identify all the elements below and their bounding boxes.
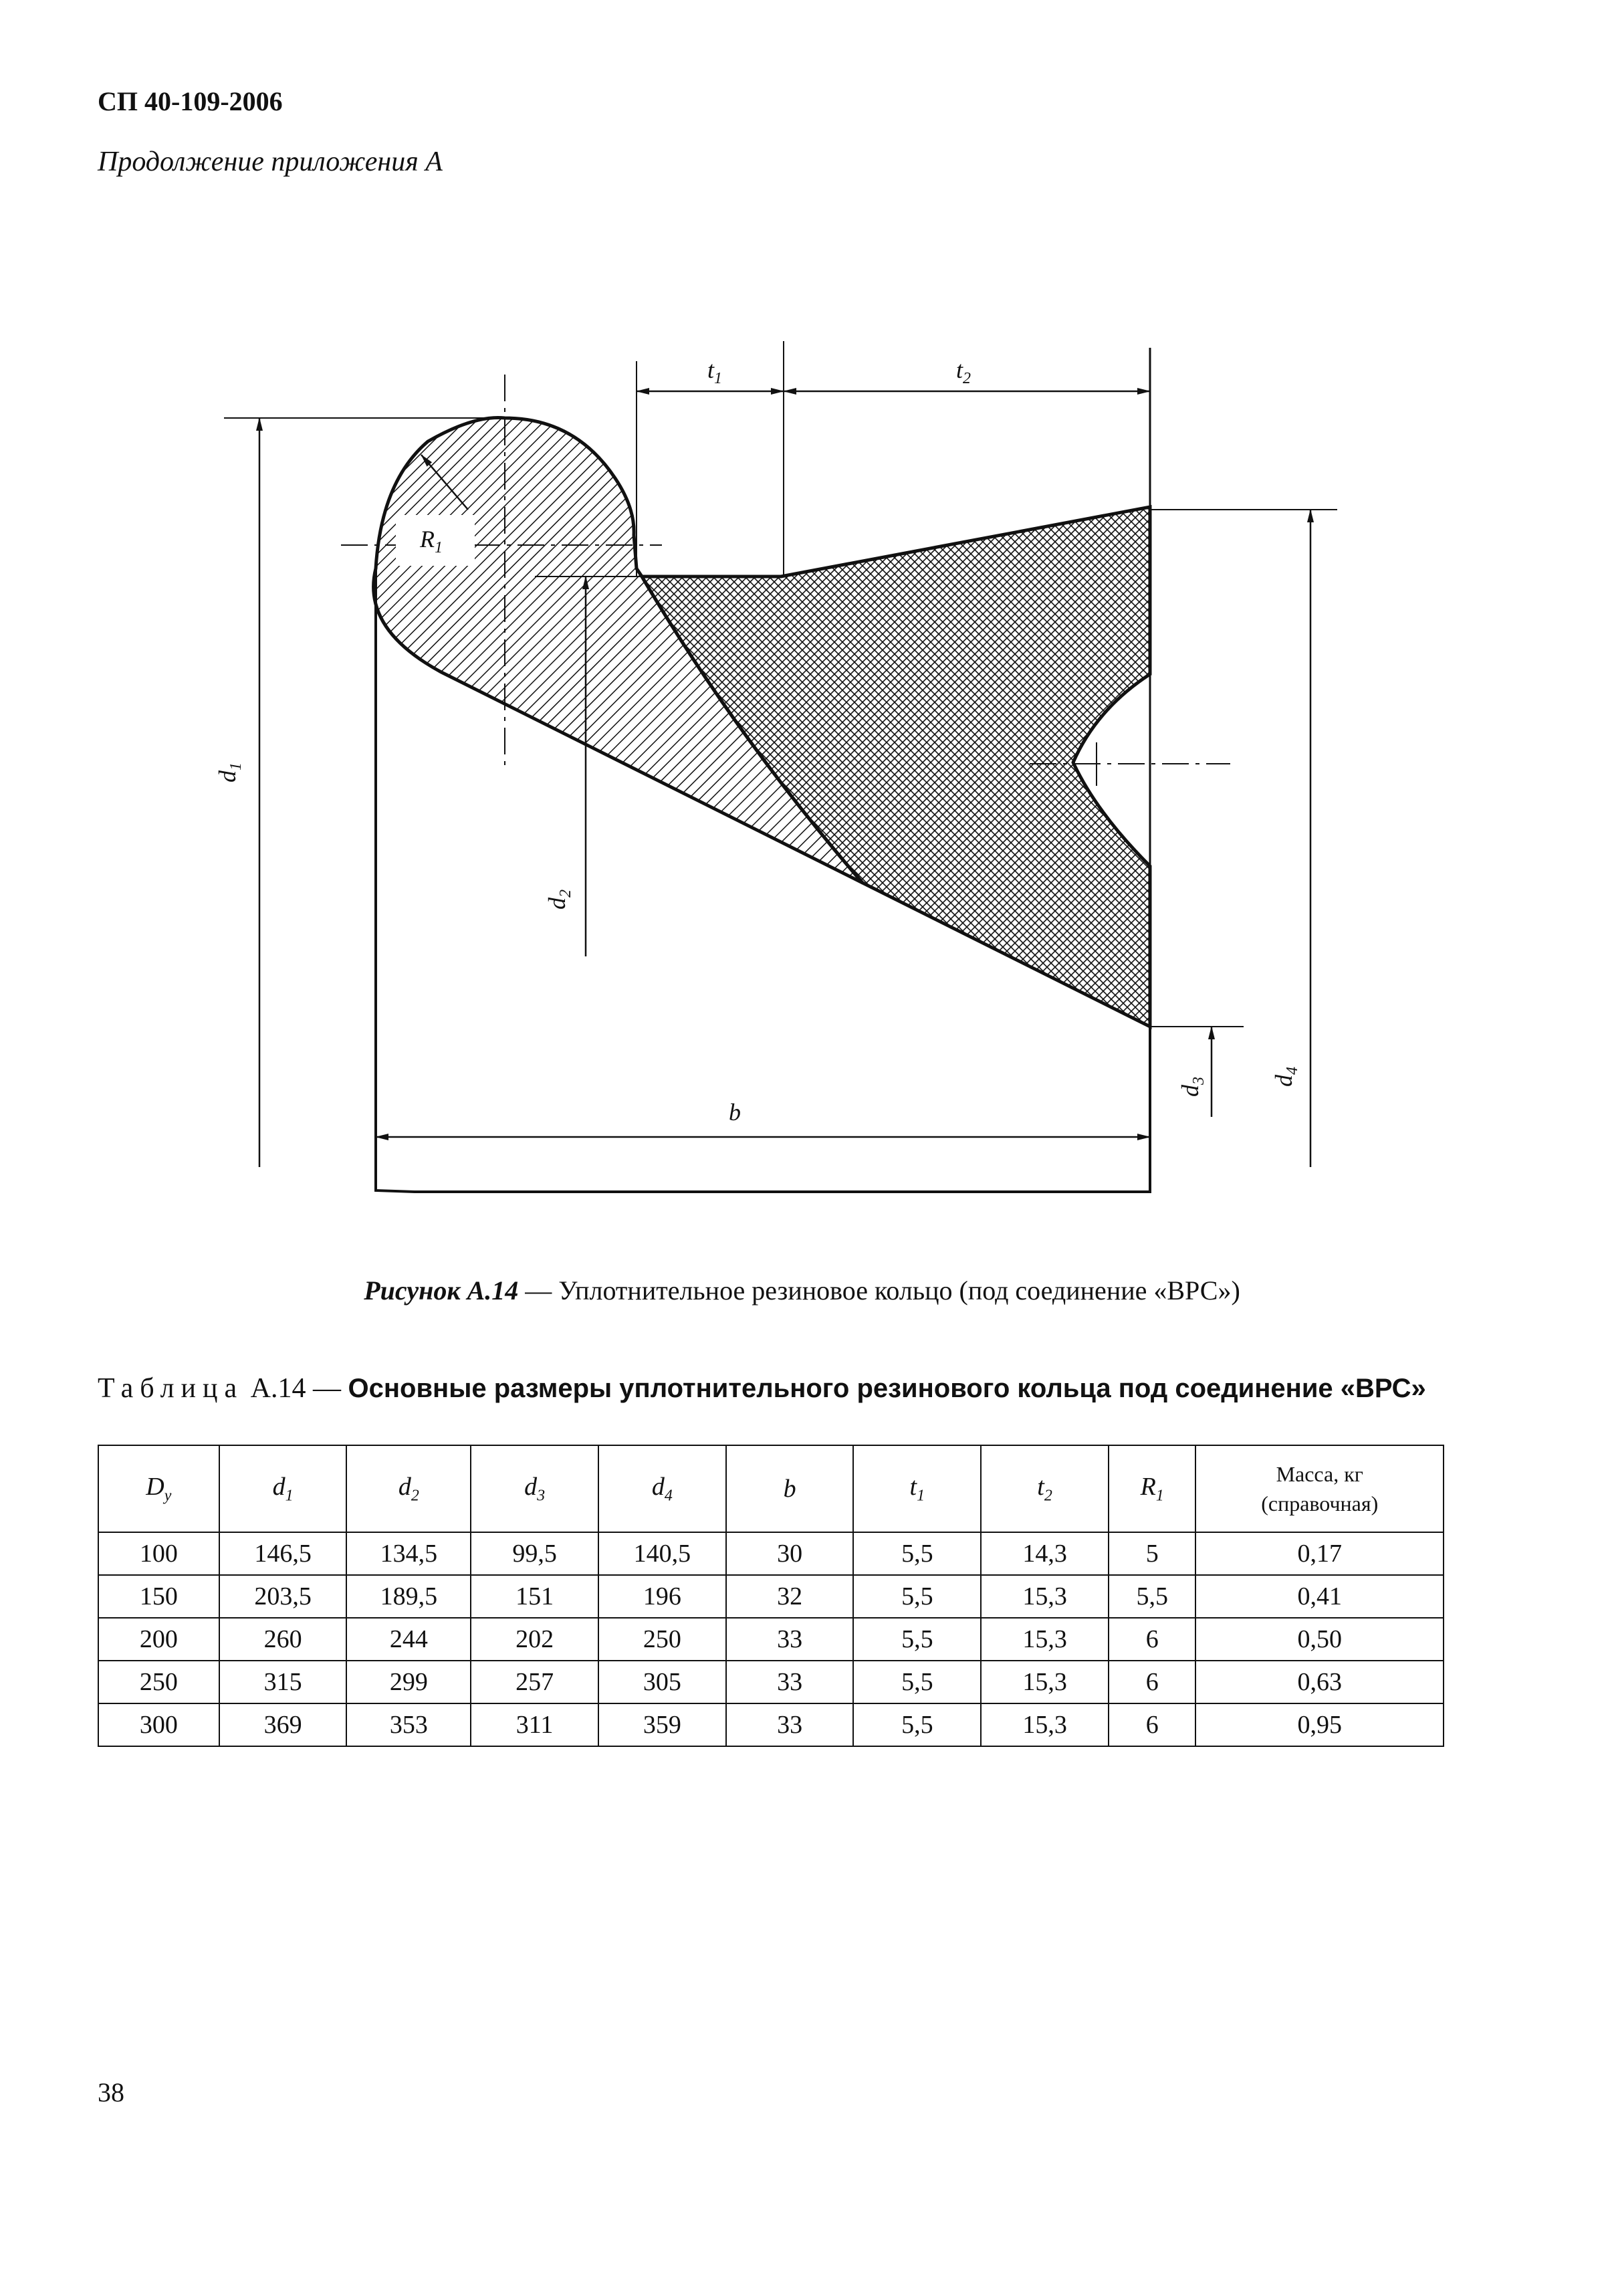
cell-d3: 202 bbox=[471, 1618, 598, 1661]
table-row bbox=[98, 1618, 1444, 1661]
cell-t2: 15,3 bbox=[981, 1575, 1109, 1618]
cell-t1: 5,5 bbox=[853, 1575, 981, 1618]
cell-d2: 134,5 bbox=[346, 1532, 471, 1575]
label-d3: $d_3$ bbox=[1177, 1077, 1208, 1097]
cell-mass: 0,17 bbox=[1195, 1532, 1444, 1575]
cell-r1: 6 bbox=[1109, 1661, 1196, 1703]
cell-t2: 15,3 bbox=[981, 1618, 1109, 1661]
cell-d1: 315 bbox=[219, 1661, 347, 1703]
cell-d4: 140,5 bbox=[598, 1532, 726, 1575]
cell-t2: 15,3 bbox=[981, 1661, 1109, 1703]
table-row bbox=[98, 1661, 1444, 1703]
table-title-number: А.14 — bbox=[243, 1373, 348, 1404]
header-r1: $R_1$ bbox=[1109, 1445, 1196, 1532]
cell-d1: 146,5 bbox=[219, 1532, 347, 1575]
cell-t1: 5,5 bbox=[853, 1661, 981, 1703]
header-d3: $d_3$ bbox=[471, 1445, 598, 1532]
label-d1: $d_1$ bbox=[214, 762, 245, 782]
cell-d2: 353 bbox=[346, 1703, 471, 1746]
header-dy: $D_у$ bbox=[98, 1445, 219, 1532]
cell-d2: 244 bbox=[346, 1618, 471, 1661]
cell-mass: 0,41 bbox=[1195, 1575, 1444, 1618]
cell-t1: 5,5 bbox=[853, 1618, 981, 1661]
cell-mass: 0,63 bbox=[1195, 1661, 1444, 1703]
cell-t1: 5,5 bbox=[853, 1703, 981, 1746]
cell-b: 30 bbox=[726, 1532, 854, 1575]
cell-d1: 203,5 bbox=[219, 1575, 347, 1618]
header-d2: $d_2$ bbox=[346, 1445, 471, 1532]
header-mass: Масса, кг (справочная) bbox=[1195, 1445, 1444, 1532]
figure-caption bbox=[0, 1275, 1604, 1306]
cell-d3: 311 bbox=[471, 1703, 598, 1746]
cell-d1: 369 bbox=[219, 1703, 347, 1746]
figure-caption-text: — Уплотнительное резиновое кольцо (под соединение «ВРС») bbox=[518, 1275, 1240, 1306]
header-d1: $d_1$ bbox=[219, 1445, 347, 1532]
table-title-description: Основные размеры уплотнительного резинового кольца под соединение «ВРС» bbox=[348, 1374, 1426, 1403]
cell-d3: 257 bbox=[471, 1661, 598, 1703]
cell-mass: 0,50 bbox=[1195, 1618, 1444, 1661]
table-row bbox=[98, 1575, 1444, 1618]
cell-r1: 5 bbox=[1109, 1532, 1196, 1575]
label-d2: $d_2$ bbox=[544, 890, 574, 910]
cell-b: 33 bbox=[726, 1618, 854, 1661]
cell-b: 33 bbox=[726, 1661, 854, 1703]
figure-caption-number: Рисунок А.14 bbox=[364, 1275, 519, 1306]
table-title bbox=[98, 1372, 1426, 1404]
cell-r1: 6 bbox=[1109, 1618, 1196, 1661]
cell-d4: 196 bbox=[598, 1575, 726, 1618]
header-t1: $t_1$ bbox=[853, 1445, 981, 1532]
table-title-word: Таблица bbox=[98, 1373, 244, 1404]
cell-d4: 305 bbox=[598, 1661, 726, 1703]
cell-d1: 260 bbox=[219, 1618, 347, 1661]
header-d4: $d_4$ bbox=[598, 1445, 726, 1532]
cell-dy: 200 bbox=[98, 1618, 219, 1661]
header-t2: $t_2$ bbox=[981, 1445, 1109, 1532]
cell-d4: 359 bbox=[598, 1703, 726, 1746]
document-code: СП 40-109-2006 bbox=[98, 86, 283, 116]
cell-t1: 5,5 bbox=[853, 1532, 981, 1575]
cell-mass: 0,95 bbox=[1195, 1703, 1444, 1746]
dimensions-table bbox=[98, 1445, 1444, 1747]
appendix-continuation: Продолжение приложения А bbox=[98, 146, 443, 177]
table-row bbox=[98, 1532, 1444, 1575]
cell-dy: 300 bbox=[98, 1703, 219, 1746]
cell-r1: 6 bbox=[1109, 1703, 1196, 1746]
cell-d2: 189,5 bbox=[346, 1575, 471, 1618]
cell-d3: 151 bbox=[471, 1575, 598, 1618]
cell-b: 32 bbox=[726, 1575, 854, 1618]
cell-dy: 100 bbox=[98, 1532, 219, 1575]
page-number: 38 bbox=[98, 2077, 124, 2107]
cell-r1: 5,5 bbox=[1109, 1575, 1196, 1618]
cell-t2: 15,3 bbox=[981, 1703, 1109, 1746]
cell-b: 33 bbox=[726, 1703, 854, 1746]
cell-d2: 299 bbox=[346, 1661, 471, 1703]
label-t2: $t_2$ bbox=[956, 356, 971, 387]
cell-dy: 150 bbox=[98, 1575, 219, 1618]
cell-dy: 250 bbox=[98, 1661, 219, 1703]
header-b: b bbox=[726, 1445, 854, 1532]
label-t1: $t_1$ bbox=[707, 356, 723, 387]
table-row bbox=[98, 1703, 1444, 1746]
label-d4: $d_4$ bbox=[1270, 1067, 1301, 1087]
cell-t2: 14,3 bbox=[981, 1532, 1109, 1575]
cell-d3: 99,5 bbox=[471, 1532, 598, 1575]
table-header-row bbox=[98, 1445, 1444, 1532]
label-r1: $R_1$ bbox=[420, 526, 443, 556]
cell-d4: 250 bbox=[598, 1618, 726, 1661]
label-b: b bbox=[729, 1099, 741, 1126]
